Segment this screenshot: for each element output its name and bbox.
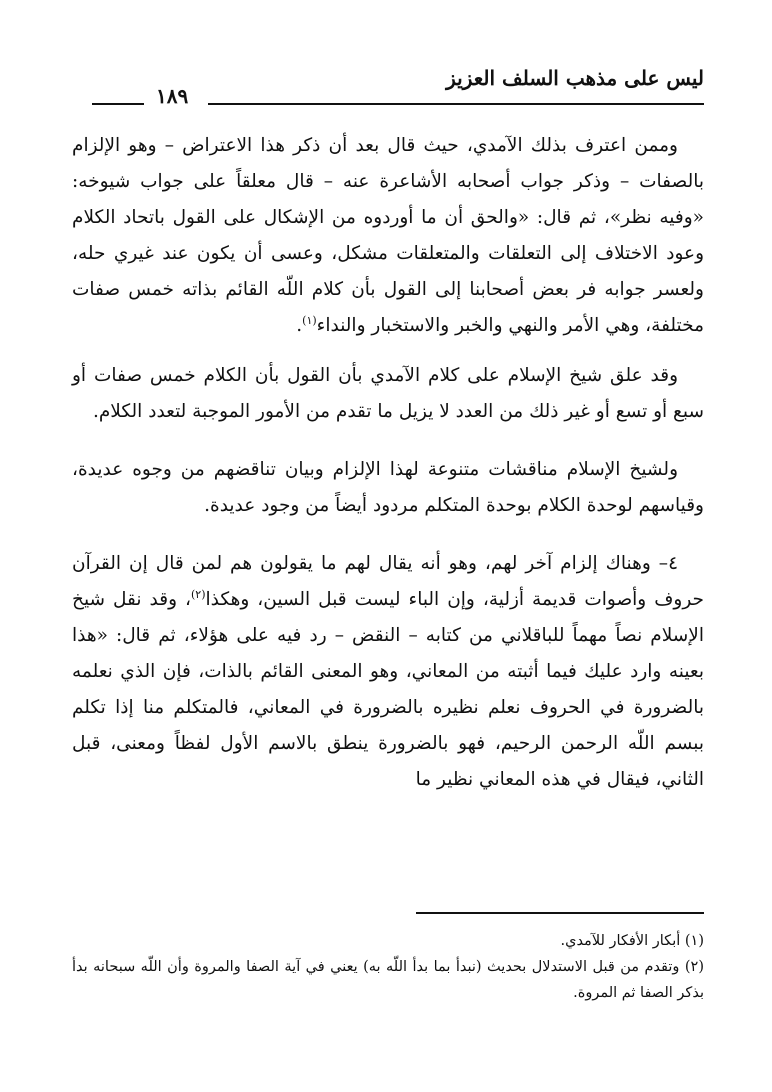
paragraph-sheikh-comment: وقد علق شيخ الإسلام على كلام الآمدي بأن القول بأن الكلام خمس صفات أو سبع أو تسع أو غير ذلك من العدد لا يزيل ما تقدم من الأمور الموجبة لتعدد الكلام.	[72, 365, 704, 422]
paragraph-fourth-point-start: ٤– وهناك إلزام آخر لهم، وهو أنه يقال لهم ما يقولون هم لمن قال إن القرآن حروف وأصوات قديمة أزلية، وإن الباء ليست قبل السين، وهكذا	[72, 553, 704, 610]
page-number: ١٨٩	[156, 84, 189, 108]
footnote-marker-1: (١)	[302, 313, 317, 327]
header-rule-left	[92, 103, 144, 105]
footnote-separator	[416, 912, 704, 914]
paragraph-discussions: ولشيخ الإسلام مناقشات متنوعة لهذا الإلزام وبيان تناقضهم من وجوه عديدة، وقياسهم لوحدة الكلام بوحدة المتكلم مردود أيضاً من وجود عديدة.	[72, 459, 704, 516]
footnotes	[72, 928, 704, 1006]
footnote-1: (١) أبكار الأفكار للآمدي.	[560, 933, 704, 949]
main-text	[72, 128, 704, 812]
paragraph-amidi-text: وممن اعترف بذلك الآمدي، حيث قال بعد أن ذكر هذا الاعتراض – وهو الإلزام بالصفات – وذكر جواب أصحابه الأشاعرة عنه – قال معلقاً على جواب شيوخه: «وفيه نظر»، ثم قال: «والحق أن ما أوردوه من الإشكال على القول باتحاد الكلام وعود الاختلاف إلى التعلقات والمتعلقات مشكل، وعسى أن يكون عند غيري حله، ولعسر جوابه فر بعض أصحابنا إلى القول بأن كلام اللّه القائم بذاته خمس صفات مختلفة، وهي الأمر والنهي والخبر والاستخبار والنداء	[72, 135, 704, 336]
paragraph-amidi	[72, 128, 704, 344]
header-rule-right	[208, 103, 704, 105]
footnote-2: (٢) وتقدم من قبل الاستدلال بحديث (نبدأ بما بدأ اللّه به) يعني في آية الصفا والمروة وأن اللّه سبحانه بدأ بذكر الصفا ثم المروة.	[72, 959, 704, 1001]
paragraph-amidi-end: .	[296, 315, 303, 336]
paragraph-fourth-point	[72, 546, 704, 798]
footnote-marker-2: (٢)	[191, 587, 206, 601]
running-header-title: ليس على مذهب السلف العزيز	[446, 66, 704, 90]
paragraph-fourth-point-rest: ، وقد نقل شيخ الإسلام نصاً مهماً للباقلاني من كتابه – النقض – رد فيه على هؤلاء، ثم قال: «هذا بعينه وارد عليك فيما أثبته من المعاني، وهو المعنى القائم بالذات، فإن الذي نعلمه بالضرورة في الحروف نعلم نظيره بالضرورة في المعاني، فالمتكلم منا إذا تكلم ببسم اللّه الرحمن الرحيم، فهو بالضرورة ينطق بالاسم الأول لفظاً ومعنى، قبل الثاني، فيقال في هذه المعاني نظير ما	[72, 589, 704, 790]
